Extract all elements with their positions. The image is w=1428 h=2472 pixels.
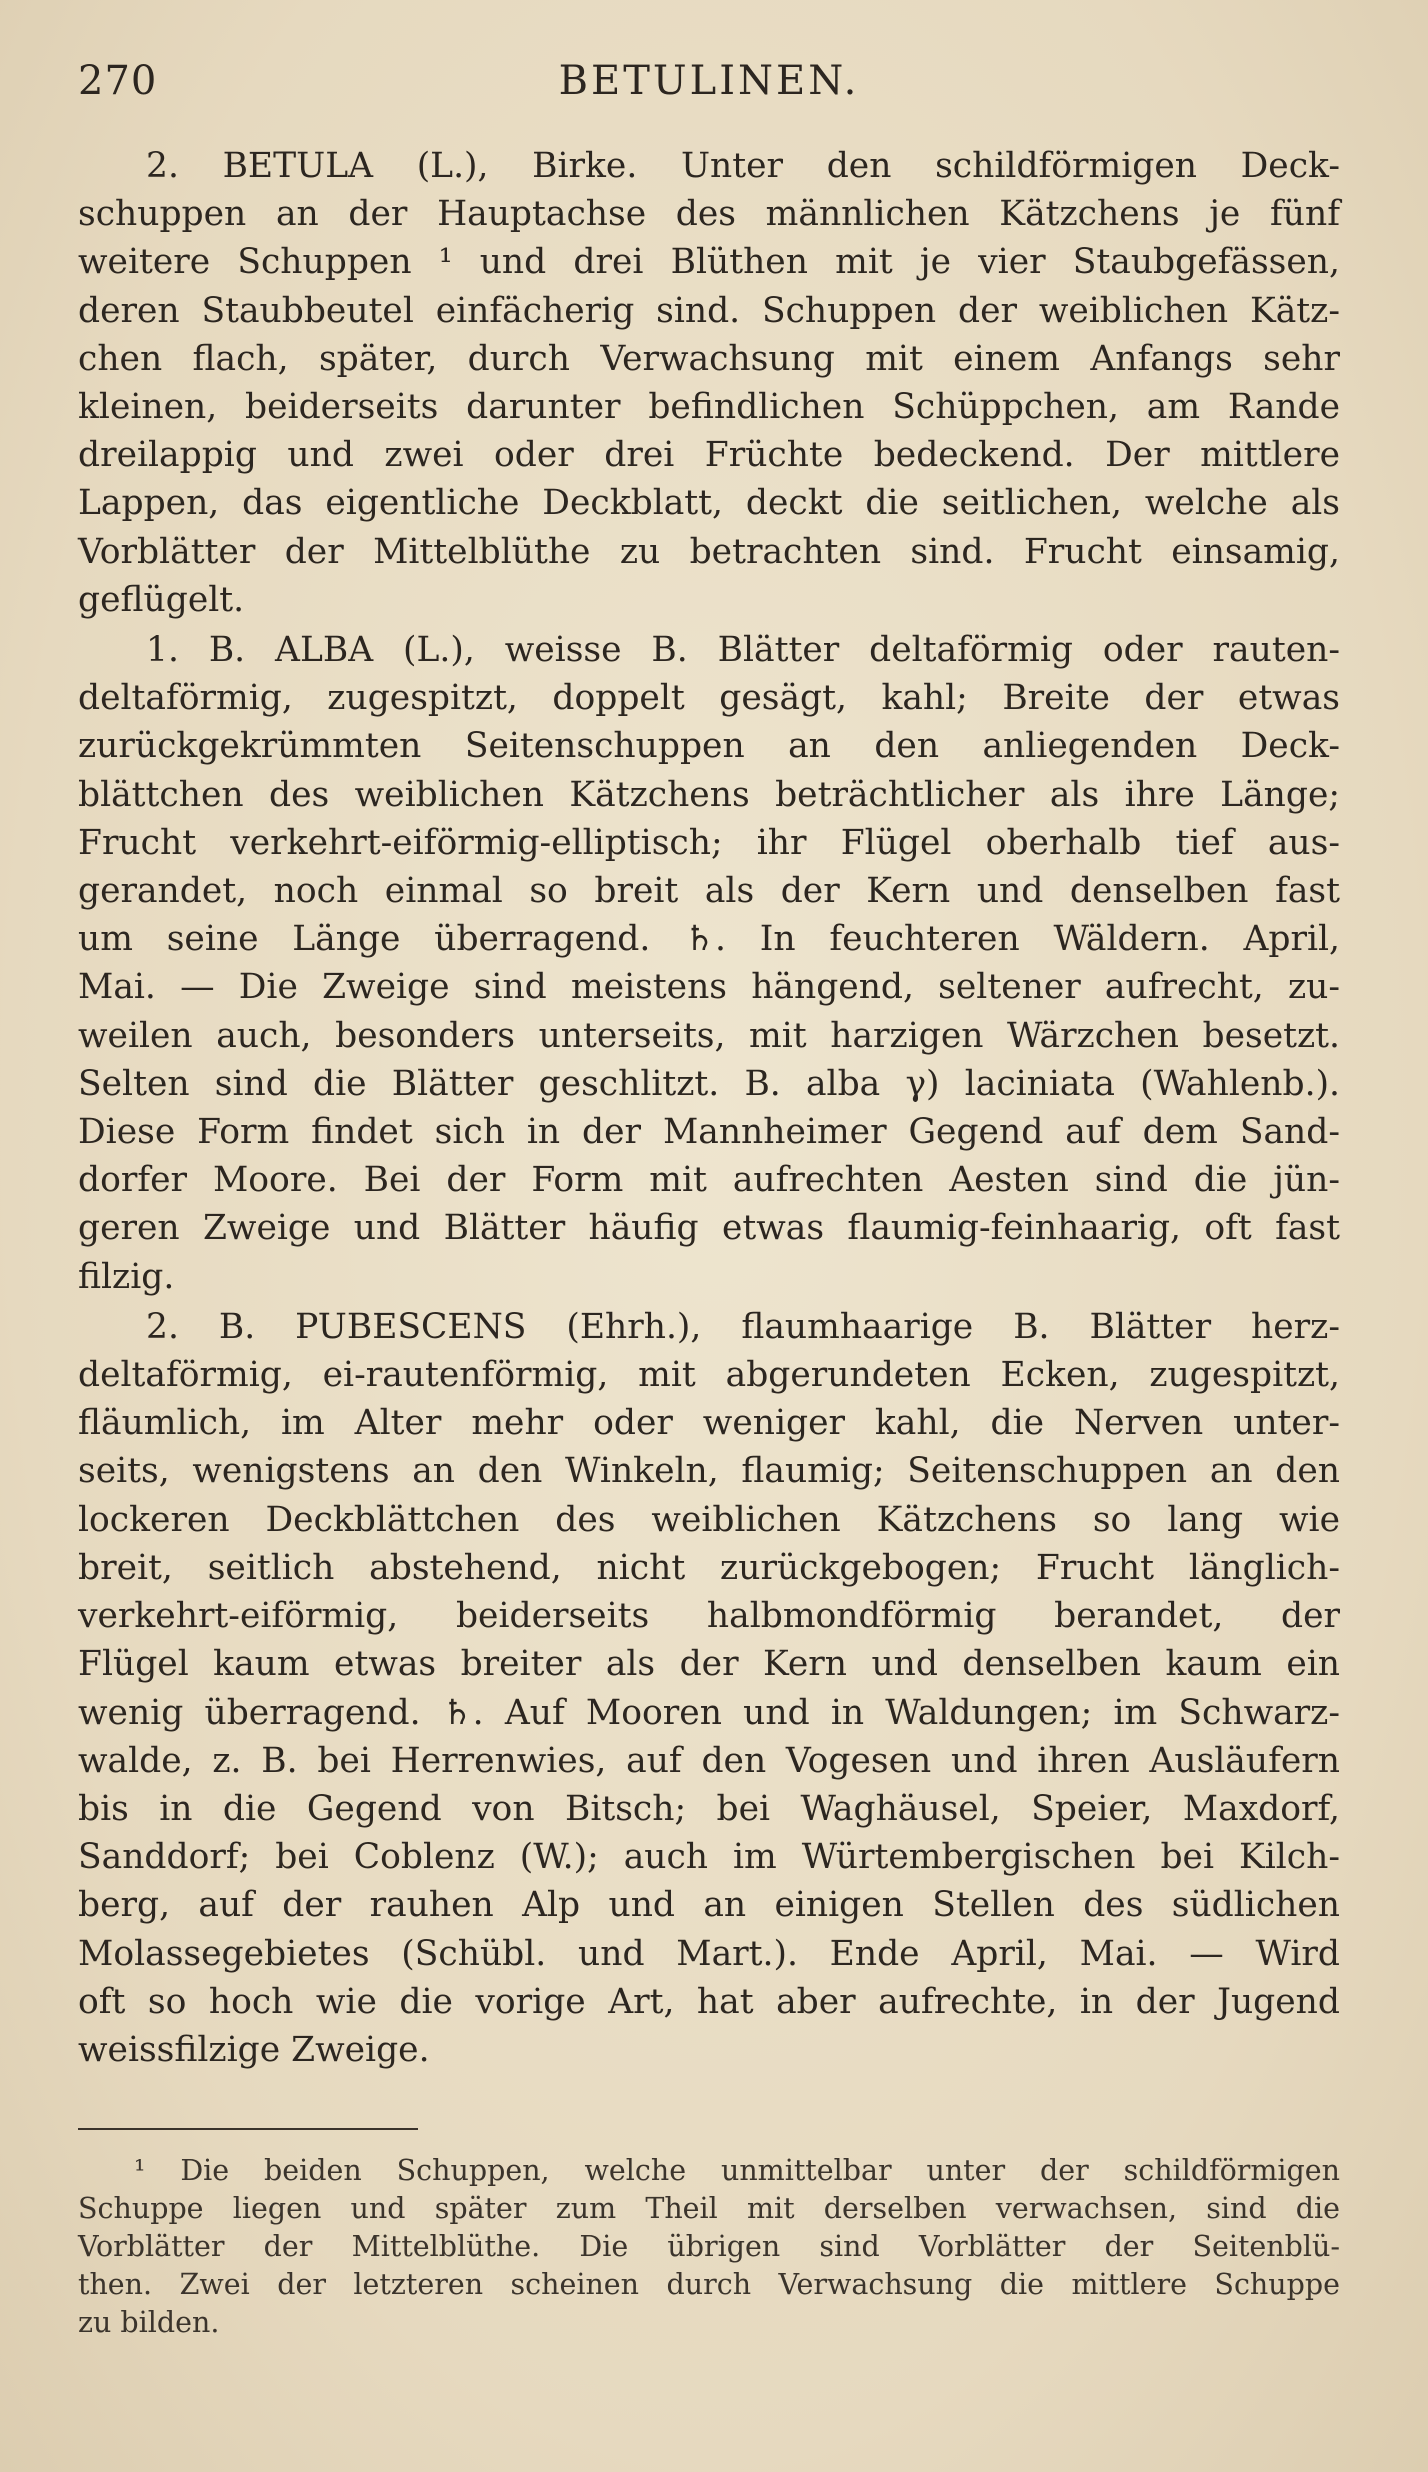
footnote-line: Schuppe liegen und später zum Theil mit derselben verwachsen, sind die <box>78 2192 1340 2226</box>
text-line: weitere Schuppen ¹ und drei Blüthen mit je vier Staubgefässen, <box>78 242 1340 283</box>
text-line: geflügelt. <box>78 579 245 620</box>
text-line: Frucht verkehrt-eiförmig-elliptisch; ihr Flügel oberhalb tief aus- <box>78 822 1340 863</box>
text-line: Lappen, das eigentliche Deckblatt, deckt die seitlichen, welche als <box>78 483 1340 524</box>
footnote-line: then. Zwei der letzteren scheinen durch Verwachsung die mittlere Schuppe <box>78 2268 1340 2302</box>
species-alba-paragraph <box>78 626 1340 1301</box>
text-line: deltaförmig, zugespitzt, doppelt gesägt, kahl; Breite der etwas <box>78 678 1340 719</box>
text-line: bis in die Gegend von Bitsch; bei Waghäusel, Speier, Maxdorf, <box>78 1788 1340 1829</box>
text-line: kleinen, beiderseits darunter befindlichen Schüppchen, am Rande <box>78 387 1340 428</box>
text-line: geren Zweige und Blätter häufig etwas flaumig-feinhaarig, oft fast <box>78 1208 1340 1249</box>
text-line: deren Staubbeutel einfächerig sind. Schuppen der weiblichen Kätz- <box>78 290 1340 331</box>
footnote-rule <box>78 2128 418 2130</box>
footnote-line: zu bilden. <box>78 2306 220 2340</box>
text-line: Mai. — Die Zweige sind meistens hängend, seltener aufrecht, zu- <box>78 967 1340 1008</box>
text-line: gerandet, noch einmal so breit als der Kern und denselben fast <box>78 871 1340 912</box>
text-line: zurückgekrümmten Seitenschuppen an den anliegenden Deck- <box>78 726 1340 767</box>
text-line: 2. BETULA (L.), Birke. Unter den schildförmigen Deck- <box>146 146 1340 186</box>
text-line: um seine Länge überragend. ♄. In feuchteren Wäldern. April, <box>78 919 1340 960</box>
text-line: verkehrt-eiförmig, beiderseits halbmondförmig berandet, der <box>78 1596 1340 1637</box>
species-pubescens-paragraph <box>78 1303 1340 2074</box>
running-head <box>78 58 1340 118</box>
text-line: deltaförmig, ei-rautenförmig, mit abgerundeten Ecken, zugespitzt, <box>78 1355 1340 1396</box>
text-line: weilen auch, besonders unterseits, mit harzigen Wärzchen besetzt. <box>78 1015 1340 1056</box>
text-line: dorfer Moore. Bei der Form mit aufrechten Aesten sind die jün- <box>78 1160 1340 1201</box>
footnote <box>78 2152 1340 2342</box>
text-line: fläumlich, im Alter mehr oder weniger kahl, die Nerven unter- <box>78 1403 1340 1444</box>
text-line: Flügel kaum etwas breiter als der Kern und denselben kaum ein <box>78 1644 1340 1685</box>
text-line: chen flach, später, durch Verwachsung mit einem Anfangs sehr <box>78 338 1340 379</box>
text-line: oft so hoch wie die vorige Art, hat aber aufrechte, in der Jugend <box>78 1981 1340 2022</box>
text-line: Diese Form findet sich in der Mannheimer Gegend auf dem Sand- <box>78 1112 1340 1153</box>
text-line: Selten sind die Blätter geschlitzt. B. alba γ) laciniata (Wahlenb.). <box>78 1063 1340 1104</box>
genus-paragraph <box>78 142 1340 624</box>
text-line: Molassegebietes (Schübl. und Mart.). Ende April, Mai. — Wird <box>78 1933 1340 1974</box>
text-line: seits, wenigstens an den Winkeln, flaumig; Seitenschuppen an den <box>78 1451 1340 1492</box>
text-line: 1. B. ALBA (L.), weisse B. Blätter deltaförmig oder rauten- <box>146 630 1340 671</box>
text-line: breit, seitlich abstehend, nicht zurückgebogen; Frucht länglich- <box>78 1547 1340 1588</box>
page-number: 270 <box>78 58 158 104</box>
text-line: berg, auf der rauhen Alp und an einigen Stellen des südlichen <box>78 1885 1340 1926</box>
footnote-line: Vorblätter der Mittelblüthe. Die übrigen sind Vorblätter der Seitenblü- <box>78 2230 1340 2264</box>
text-line: lockeren Deckblättchen des weiblichen Kätzchens so lang wie <box>78 1499 1340 1540</box>
text-line: dreilappig und zwei oder drei Früchte bedeckend. Der mittlere <box>78 435 1340 476</box>
running-title: BETULINEN. <box>558 58 860 104</box>
text-line: filzig. <box>78 1256 175 1297</box>
footnote-line: ¹ Die beiden Schuppen, welche unmittelbar unter der schildförmigen <box>134 2154 1340 2188</box>
text-line: Sanddorf; bei Coblenz (W.); auch im Würtembergischen bei Kilch- <box>78 1837 1340 1878</box>
text-line: weissfilzige Zweige. <box>78 2029 430 2070</box>
book-page <box>78 58 1340 2342</box>
text-line: walde, z. B. bei Herrenwies, auf den Vogesen und ihren Ausläufern <box>78 1740 1340 1781</box>
text-line: Vorblätter der Mittelblüthe zu betrachten sind. Frucht einsamig, <box>78 531 1340 572</box>
text-line: wenig überragend. ♄. Auf Mooren und in Waldungen; im Schwarz- <box>78 1692 1340 1733</box>
text-line: 2. B. PUBESCENS (Ehrh.), flaumhaarige B. Blätter herz- <box>146 1306 1340 1347</box>
text-line: schuppen an der Hauptachse des männlichen Kätzchens je fünf <box>78 194 1340 235</box>
body-text <box>78 142 1340 2074</box>
text-line: blättchen des weiblichen Kätzchens beträchtlicher als ihre Länge; <box>78 774 1340 815</box>
